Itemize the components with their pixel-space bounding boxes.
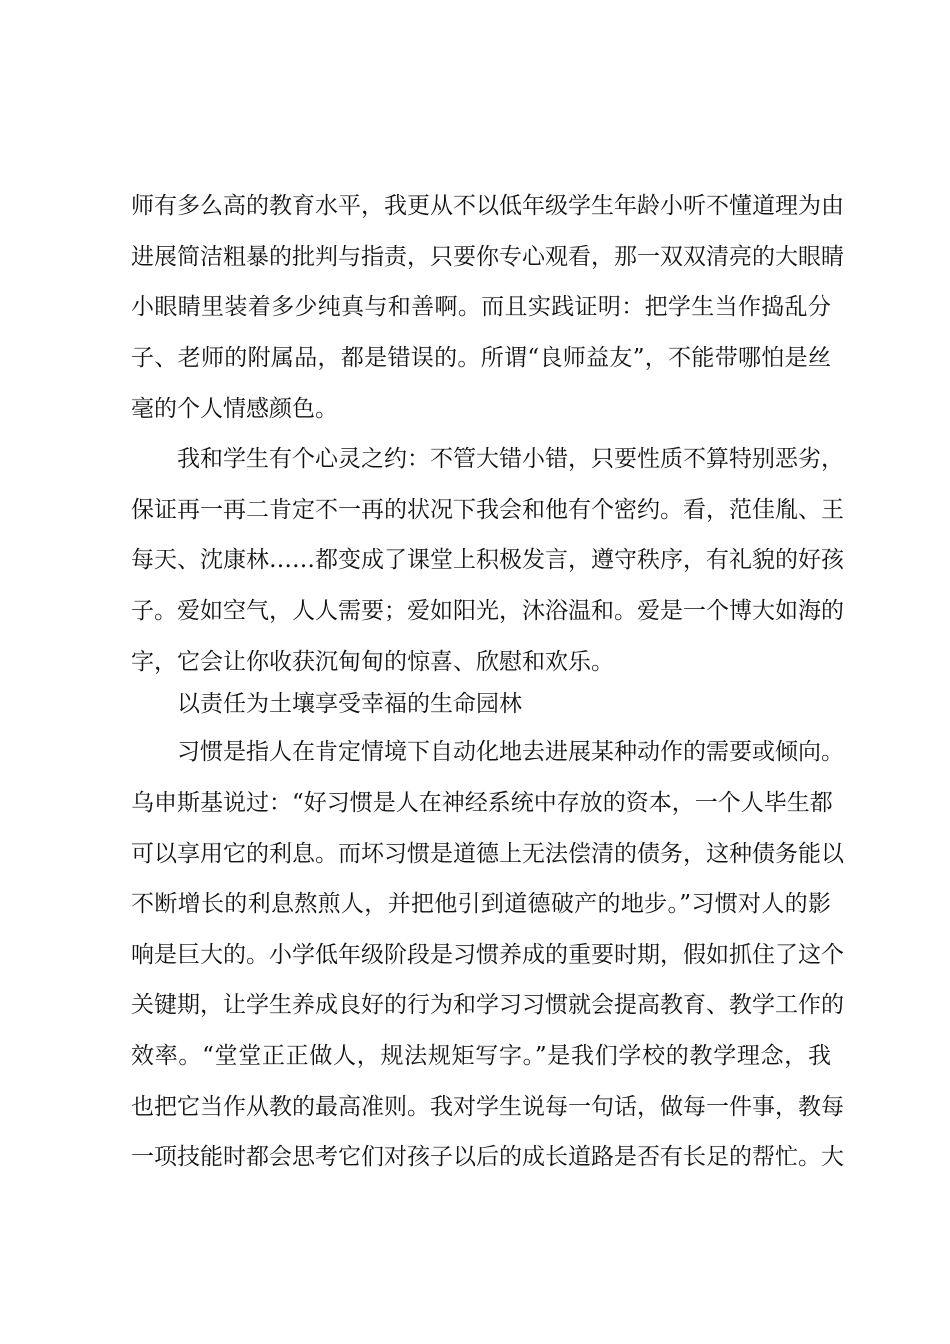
text-line: 小眼睛里装着多少纯真与和善啊。而且实践证明：把学生当作捣乱分 xyxy=(131,294,831,320)
text-line: 师有多么高的教育水平，我更从不以低年级学生年龄小听不懂道理为由 xyxy=(131,193,844,219)
text-line: 进展简洁粗暴的批判与指责，只要你专心观看，那一双双清亮的大眼睛 xyxy=(131,244,844,270)
text-line: 子、老师的附属品，都是错误的。所谓“良师益友”，不能带哪怕是丝 xyxy=(131,345,831,371)
text-line: 不断增长的利息熬煎人，并把他引到道德破产的地步。”习惯对人的影 xyxy=(131,891,831,917)
text-line: 也把它当作从教的最高准则。我对学生说每一句话，做每一件事，教每 xyxy=(131,1094,844,1120)
text-line: 字，它会让你收获沉甸甸的惊喜、欣慰和欢乐。 xyxy=(131,649,614,675)
text-line: 每天、沈康林……都变成了课堂上积极发言，遵守秩序，有礼貌的好孩 xyxy=(131,547,844,573)
text-line: 可以享用它的利息。而坏习惯是道德上无法偿清的债务，这种债务能以 xyxy=(131,841,844,867)
text-line: 乌申斯基说过：“好习惯是人在神经系统中存放的资本，一个人毕生都 xyxy=(131,790,833,816)
text-line: 子。爱如空气，人人需要；爱如阳光，沐浴温和。爱是一个博大如海的 xyxy=(131,598,844,624)
text-line: 响是巨大的。小学低年级阶段是习惯养成的重要时期，假如抓住了这个 xyxy=(131,942,844,968)
text-line: 效率。“堂堂正正做人，规法规矩写字。”是我们学校的教学理念，我 xyxy=(131,1043,831,1069)
text-line: 一项技能时都会思考它们对孩子以后的成长道路是否有长足的帮忙。大 xyxy=(131,1144,844,1170)
text-line: 毫的个人情感颜色。 xyxy=(131,396,338,422)
text-line: 保证再一再二肯定不一再的状况下我会和他有个密约。看，范佳胤、王 xyxy=(131,497,844,523)
text-line: 习惯是指人在肯定情境下自动化地去进展某种动作的需要或倾向。 xyxy=(177,739,844,765)
text-line: 我和学生有个心灵之约：不管大错小错，只要性质不算特别恶劣， xyxy=(177,446,844,472)
section-heading: 以责任为土壤享受幸福的生命园林 xyxy=(177,691,522,717)
text-line: 关键期，让学生养成良好的行为和学习习惯就会提高教育、教学工作的 xyxy=(131,992,844,1018)
